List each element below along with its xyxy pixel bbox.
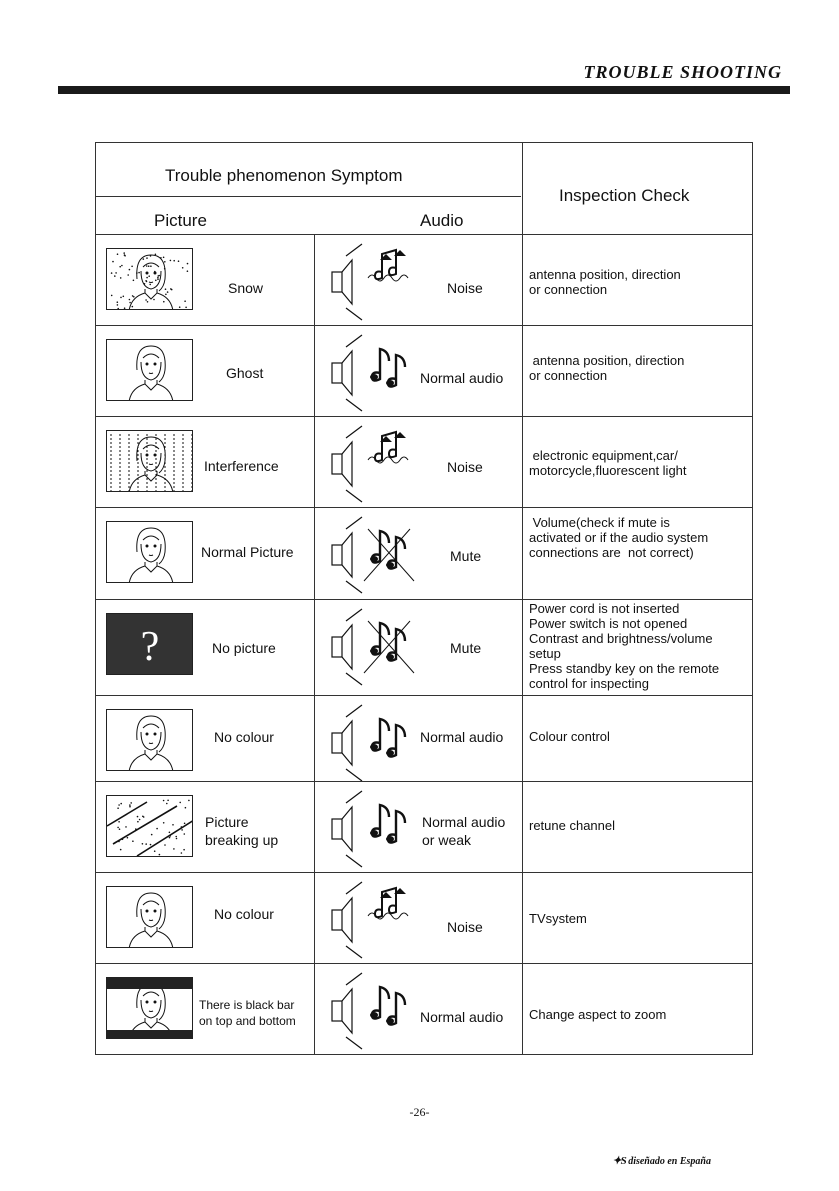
inspection-check-text: electronic equipment,car/ motorcycle,fluorescent light — [529, 448, 687, 478]
speaker-noise-icon — [328, 424, 418, 500]
inspection-check-text: antenna position, direction or connection — [529, 353, 685, 383]
audio-symptom-label: Normal audio — [420, 729, 504, 745]
symptom-thumbnail — [106, 795, 193, 857]
picture-symptom-label: No colour — [214, 906, 274, 922]
row-divider — [96, 599, 752, 600]
inspection-check-text: Volume(check if mute is activated or if the audio system connections are not correct) — [529, 515, 709, 560]
speaker-music-icon — [328, 333, 418, 409]
header-bottom-rule — [96, 234, 752, 235]
speaker-music-icon — [328, 703, 418, 779]
audio-symptom-label: Normal audio — [420, 1009, 504, 1025]
picture-symptom-label: Ghost — [226, 365, 264, 381]
symptom-thumbnail — [106, 977, 193, 1039]
symptom-thumbnail — [106, 613, 193, 675]
picture-symptom-label: Picture breaking up — [205, 814, 279, 848]
symptom-header: Trouble phenomenon Symptom — [165, 166, 403, 185]
symptom-header-rule — [96, 196, 521, 197]
audio-symptom-label: Normal audio or weak — [422, 814, 506, 848]
audio-symptom-label: Noise — [447, 919, 483, 935]
inspection-check-text: TVsystem — [529, 911, 587, 926]
symptom-thumbnail — [106, 886, 193, 948]
audio-symptom-label: Noise — [447, 280, 483, 296]
picture-symptom-label: Snow — [228, 280, 264, 296]
inspection-check-text: retune channel — [529, 818, 616, 833]
svg-text:?: ? — [140, 624, 160, 670]
speaker-noise-icon — [328, 880, 418, 956]
audio-header: Audio — [420, 211, 464, 230]
symptom-thumbnail — [106, 521, 193, 583]
speaker-mute-icon — [328, 515, 418, 591]
speaker-noise-icon — [328, 242, 418, 318]
speaker-mute-icon — [328, 607, 418, 683]
brand-tagline: diseñado en España — [628, 1156, 711, 1167]
picture-symptom-label: No colour — [214, 729, 274, 745]
row-divider — [96, 781, 752, 782]
speaker-music-icon — [328, 789, 418, 865]
trouble-table — [95, 142, 753, 1055]
row-divider — [96, 507, 752, 508]
symptom-thumbnail — [106, 430, 193, 492]
page-number: -26- — [409, 1105, 430, 1119]
picture-header: Picture — [154, 211, 207, 230]
inspection-header: Inspection Check — [559, 186, 690, 205]
audio-symptom-label: Mute — [450, 548, 482, 564]
col-divider-audio — [314, 234, 315, 1054]
audio-symptom-label: Mute — [450, 640, 482, 656]
speaker-music-icon — [328, 971, 418, 1047]
audio-symptom-label: Noise — [447, 459, 483, 475]
row-divider — [96, 963, 752, 964]
symptom-thumbnail — [106, 709, 193, 771]
inspection-check-text: Power cord is not inserted Power switch is not opened Contrast and brightness/volume setup Press standby key on the remote control for inspecting — [529, 601, 720, 691]
picture-symptom-label: Interference — [204, 458, 279, 474]
picture-symptom-label: No picture — [212, 640, 276, 656]
inspection-check-text: antenna position, direction or connection — [529, 267, 681, 297]
row-divider — [96, 872, 752, 873]
heading-rule — [58, 86, 790, 94]
row-divider — [96, 695, 752, 696]
inspection-check-text: Colour control — [529, 729, 610, 744]
symptom-thumbnail — [106, 339, 193, 401]
audio-symptom-label: Normal audio — [420, 370, 504, 386]
row-divider — [96, 325, 752, 326]
picture-symptom-label: There is black bar on top and bottom — [199, 998, 296, 1028]
inspection-check-text: Change aspect to zoom — [529, 1007, 667, 1022]
picture-symptom-label: Normal Picture — [201, 544, 294, 560]
row-divider — [96, 416, 752, 417]
symptom-thumbnail — [106, 248, 193, 310]
brand-mark: ✦S diseñado en España — [612, 1155, 711, 1167]
page-heading: TROUBLE SHOOTING — [583, 62, 782, 82]
